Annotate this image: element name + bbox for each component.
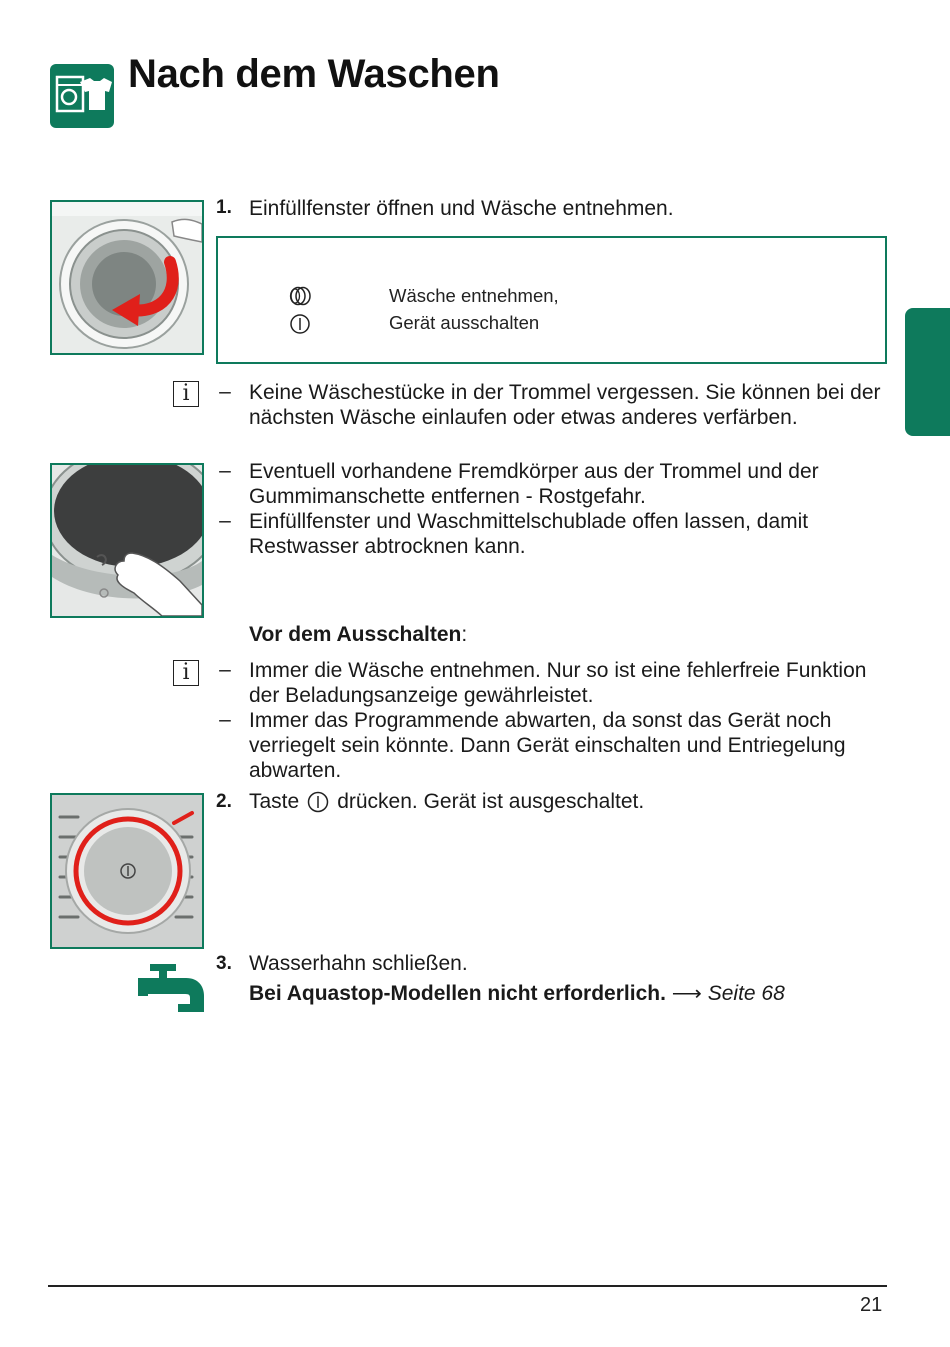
arrow-icon: ⟶ <box>671 982 702 1005</box>
chapter-tab <box>905 308 950 436</box>
info-item: Keine Wäschestücke in der Trommel vergessen. Sie können bei der nächsten Wäsche einlaufen oder etwas anderes verfärben. <box>249 381 881 429</box>
step-text: Wasserhahn schließen. <box>249 952 468 975</box>
seal-cleaning-illustration <box>50 463 204 618</box>
step-number: 1. <box>216 197 232 218</box>
door-opening-illustration <box>50 200 204 355</box>
info-item: Einfüllfenster und Waschmittelschublade offen lassen, damit Restwasser abtrocknen kann. <box>249 510 809 558</box>
step-note-bold: Bei Aquastop-Modellen nicht erforderlich. <box>249 982 666 1005</box>
step-text-after: drücken. Gerät ist ausgeschaltet. <box>337 790 645 813</box>
power-symbol-icon <box>289 313 311 340</box>
list-dash: – <box>219 509 231 532</box>
page-number: 21 <box>860 1294 883 1316</box>
list-dash: – <box>219 658 231 681</box>
callout-text: Gerät ausschalten <box>389 312 540 333</box>
step-number: 2. <box>216 791 232 812</box>
washer-and-shirt-icon <box>50 64 114 128</box>
step-number: 3. <box>216 953 232 974</box>
heading-colon: : <box>461 623 468 646</box>
step-note <box>249 981 785 1006</box>
list-dash: – <box>219 708 231 731</box>
step-text <box>249 789 644 814</box>
water-tap-icon <box>138 962 206 1019</box>
laundry-load-symbol-icon <box>289 286 311 311</box>
page-reference-link[interactable]: Seite 68 <box>707 982 785 1005</box>
power-symbol-icon <box>307 791 329 813</box>
info-item: Eventuell vorhandene Fremdkörper aus der Trommel und der Gummimanschette entfernen - Rostgefahr. <box>249 460 819 508</box>
info-item: Immer die Wäsche entnehmen. Nur so ist eine fehlerfreie Funktion der Beladungsanzeige gewährleistet. <box>249 659 867 707</box>
info-item: Immer das Programmende abwarten, da sonst das Gerät noch verriegelt sein könnte. Dann Gerät einschalten und Entriegelung abwarten. <box>249 709 846 782</box>
list-dash: – <box>219 459 231 482</box>
list-dash: – <box>219 380 231 403</box>
footer-divider <box>48 1285 887 1287</box>
page-title: Nach dem Waschen <box>128 52 500 96</box>
section-heading <box>249 622 467 647</box>
step-text: Einfüllfenster öffnen und Wäsche entnehmen. <box>249 197 674 220</box>
power-dial-illustration <box>50 793 204 949</box>
info-icon: i <box>173 660 199 686</box>
step-text-before: Taste <box>249 790 300 813</box>
callout-text: Wäsche entnehmen, <box>389 285 559 306</box>
section-heading-text: Vor dem Ausschalten <box>249 623 462 646</box>
info-icon: i <box>173 381 199 407</box>
